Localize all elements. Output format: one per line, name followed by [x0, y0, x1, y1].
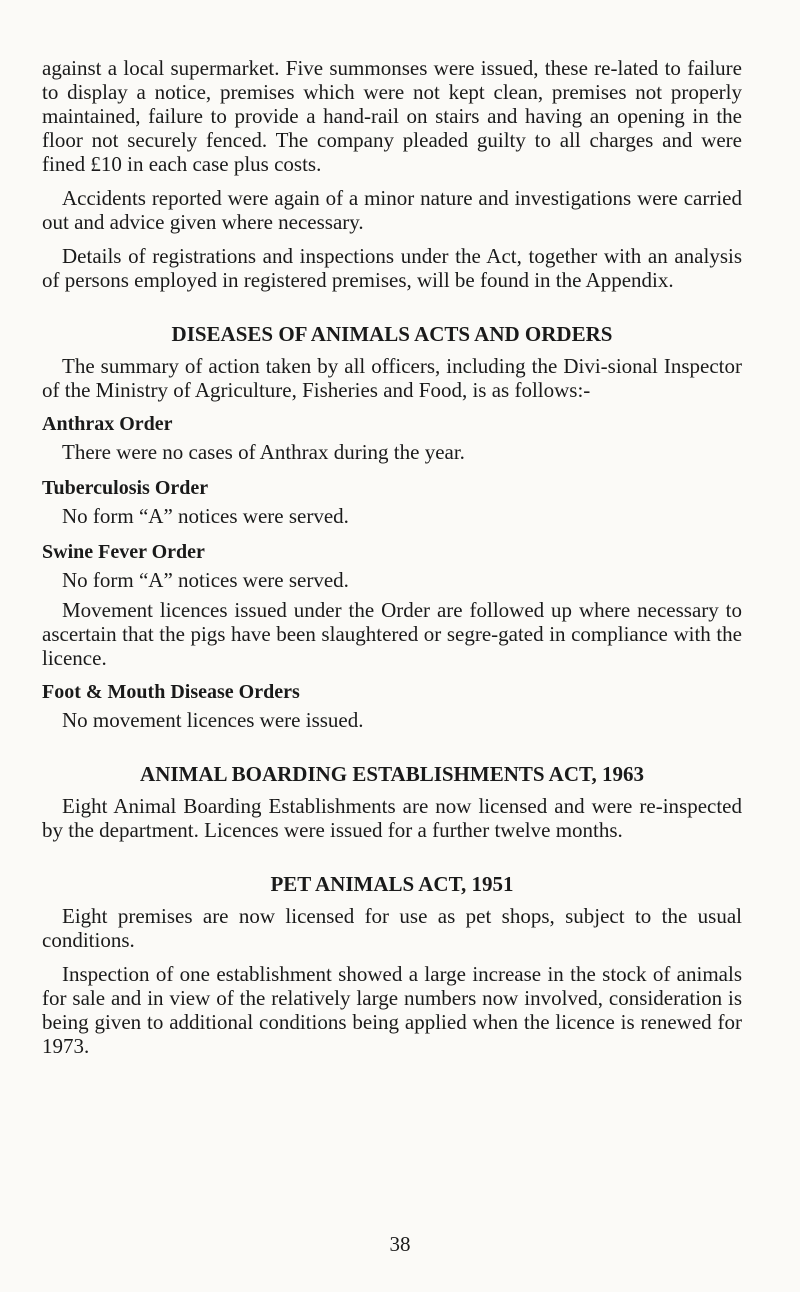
- order-heading: Tuberculosis Order: [42, 477, 209, 499]
- order-heading: Foot & Mouth Disease Orders: [42, 681, 300, 703]
- order-swine-fever: [42, 540, 742, 670]
- details-paragraph: Details of registrations and inspections under the Act, together with an analysis of persons employed in registered premises, will be found in the Appendix.: [42, 244, 742, 292]
- document-page: [42, 56, 742, 1068]
- pets-section-title: PET ANIMALS ACT, 1951: [270, 872, 514, 896]
- accidents-paragraph: Accidents reported were again of a minor nature and investigations were carried out and advice given where necessary.: [42, 186, 742, 234]
- order-anthrax: [42, 412, 742, 464]
- order-extra-text: Movement licences issued under the Order are followed up where necessary to ascertain that the pigs have been slaughtered or segre-gated in compliance with the licence.: [42, 598, 742, 670]
- order-text: There were no cases of Anthrax during the year.: [62, 440, 465, 464]
- order-text: No form “A” notices were served.: [62, 568, 349, 592]
- diseases-section-title: DISEASES OF ANIMALS ACTS AND ORDERS: [171, 322, 613, 346]
- page-number: 38: [389, 1232, 411, 1256]
- intro-paragraph: against a local supermarket. Five summonses were issued, these re-lated to failure to display a notice, premises which were not kept clean, premises not properly maintained, failure to provide a hand-rail on stairs and having an opening in the floor not securely fenced. The company pleaded guilty to all charges and were fined £10 in each case plus costs.: [42, 56, 742, 176]
- order-heading: Swine Fever Order: [42, 541, 205, 563]
- order-text: No movement licences were issued.: [62, 708, 364, 732]
- order-foot-and-mouth: [42, 680, 742, 732]
- diseases-intro: The summary of action taken by all officers, including the Divi-sional Inspector of the Ministry of Agriculture, Fisheries and Food, is as follows:-: [42, 354, 742, 402]
- pets-paragraph: Eight premises are now licensed for use as pet shops, subject to the usual conditions.: [42, 904, 742, 952]
- order-tuberculosis: [42, 476, 742, 528]
- boarding-section-title: ANIMAL BOARDING ESTABLISHMENTS ACT, 1963: [140, 762, 644, 786]
- boarding-paragraph: Eight Animal Boarding Establishments are now licensed and were re-inspected by the department. Licences were issued for a further twelve months.: [42, 794, 742, 842]
- order-heading: Anthrax Order: [42, 413, 173, 435]
- pets-paragraph: Inspection of one establishment showed a large increase in the stock of animals for sale and in view of the relatively large numbers now involved, consideration is being given to additional conditions being applied when the licence is renewed for 1973.: [42, 962, 742, 1058]
- order-text: No form “A” notices were served.: [62, 504, 349, 528]
